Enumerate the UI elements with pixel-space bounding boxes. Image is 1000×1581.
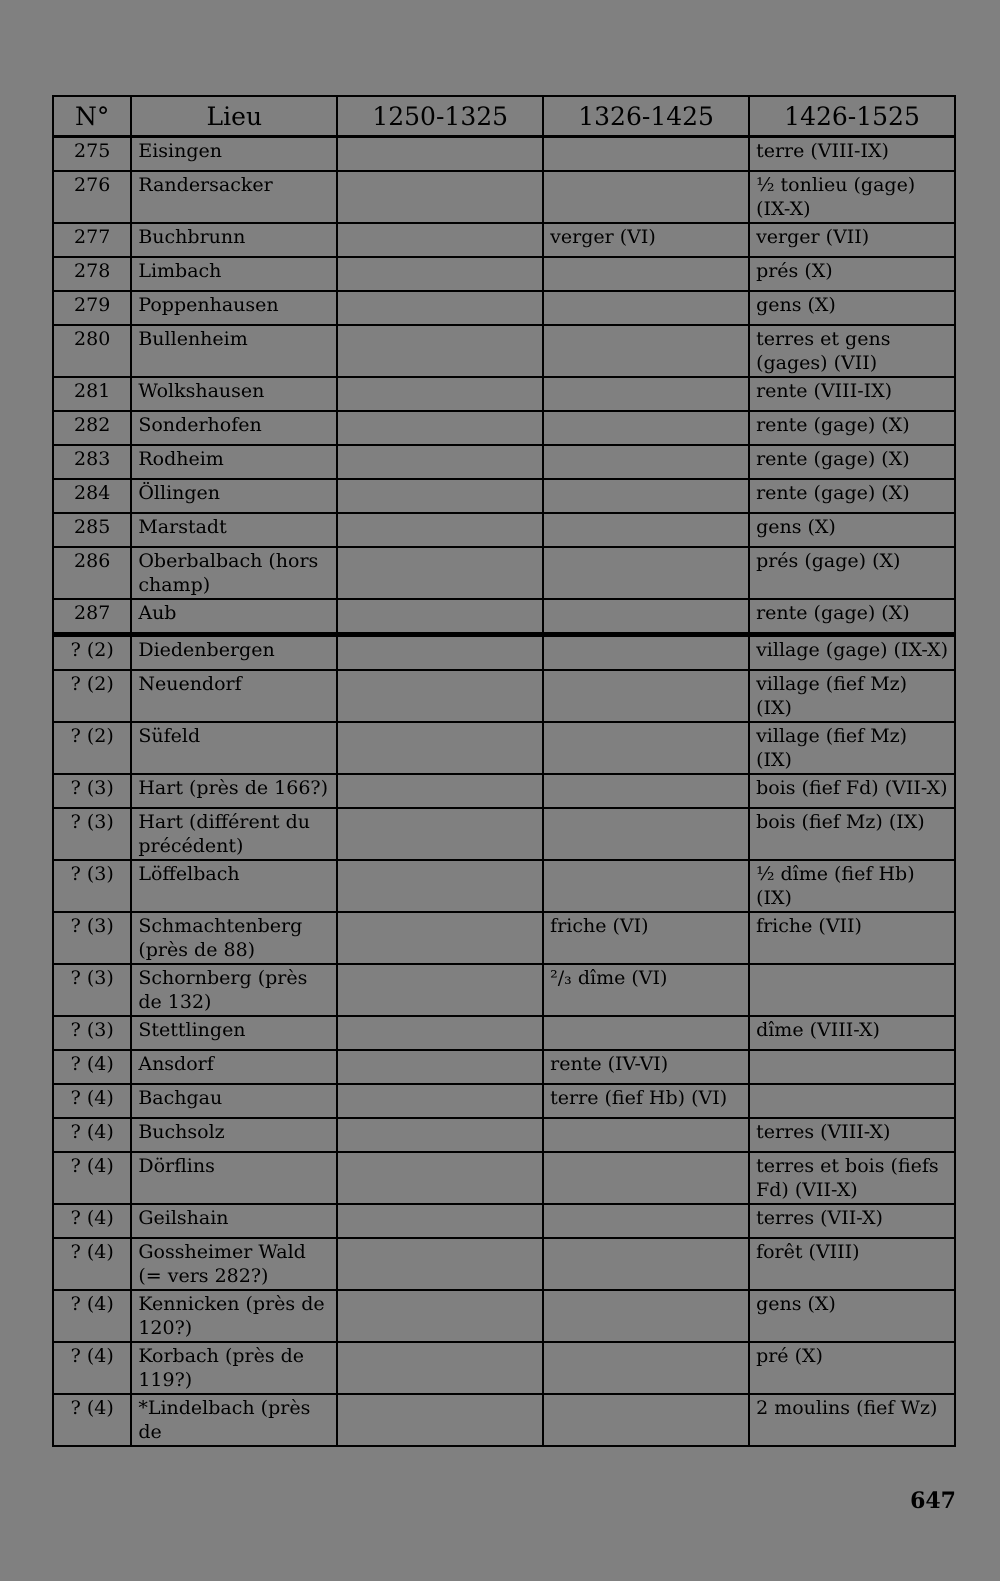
cell-period-1250-1325 <box>337 635 543 671</box>
table-row <box>53 137 955 172</box>
table-row <box>53 291 955 325</box>
table-row <box>53 411 955 445</box>
cell-place: Wolkshausen <box>131 377 337 411</box>
cell-number: ? (4) <box>53 1152 131 1204</box>
cell-number: 286 <box>53 547 131 599</box>
cell-place: Buchbrunn <box>131 223 337 257</box>
cell-number: ? (3) <box>53 860 131 912</box>
cell-number: ? (4) <box>53 1290 131 1342</box>
cell-period-1250-1325 <box>337 257 543 291</box>
cell-period-1326-1425 <box>543 171 749 223</box>
cell-place: Eisingen <box>131 137 337 172</box>
cell-period-1426-1525: ½ dîme (fief Hb) (IX) <box>749 860 955 912</box>
table-row <box>53 513 955 547</box>
cell-period-1250-1325 <box>337 223 543 257</box>
cell-place: Schmachtenberg (près de 88) <box>131 912 337 964</box>
cell-place: Sonderhofen <box>131 411 337 445</box>
table-row <box>53 964 955 1016</box>
cell-period-1426-1525: terres et bois (fiefs Fd) (VII-X) <box>749 1152 955 1204</box>
cell-number: ? (4) <box>53 1204 131 1238</box>
cell-period-1326-1425 <box>543 1342 749 1394</box>
cell-place: Diedenbergen <box>131 635 337 671</box>
table-row <box>53 445 955 479</box>
cell-period-1326-1425 <box>543 411 749 445</box>
cell-period-1326-1425 <box>543 774 749 808</box>
cell-period-1326-1425: ²/₃ dîme (VI) <box>543 964 749 1016</box>
cell-period-1426-1525: rente (gage) (X) <box>749 599 955 635</box>
table-header-row <box>53 96 955 137</box>
cell-number: 276 <box>53 171 131 223</box>
cell-period-1326-1425 <box>543 599 749 635</box>
cell-place: Limbach <box>131 257 337 291</box>
table-row <box>53 547 955 599</box>
cell-place: Stettlingen <box>131 1016 337 1050</box>
table-row <box>53 722 955 774</box>
cell-period-1426-1525: terres (VII-X) <box>749 1204 955 1238</box>
cell-place: Bachgau <box>131 1084 337 1118</box>
cell-place: Marstadt <box>131 513 337 547</box>
cell-number: 281 <box>53 377 131 411</box>
table-row <box>53 1204 955 1238</box>
cell-number: ? (3) <box>53 964 131 1016</box>
header-period-1426-1525: 1426-1525 <box>749 96 955 137</box>
cell-period-1250-1325 <box>337 599 543 635</box>
cell-period-1426-1525: terre (VIII-IX) <box>749 137 955 172</box>
cell-period-1250-1325 <box>337 411 543 445</box>
cell-period-1326-1425 <box>543 547 749 599</box>
cell-number: ? (3) <box>53 808 131 860</box>
cell-place: Poppenhausen <box>131 291 337 325</box>
cell-period-1250-1325 <box>337 1016 543 1050</box>
cell-period-1426-1525: gens (X) <box>749 291 955 325</box>
table-row <box>53 774 955 808</box>
table-row <box>53 1152 955 1204</box>
cell-period-1326-1425 <box>543 325 749 377</box>
cell-period-1426-1525: rente (VIII-IX) <box>749 377 955 411</box>
cell-period-1326-1425: rente (IV-VI) <box>543 1050 749 1084</box>
table-row <box>53 912 955 964</box>
page-number: 647 <box>910 1488 956 1514</box>
cell-period-1326-1425 <box>543 479 749 513</box>
cell-period-1326-1425 <box>543 257 749 291</box>
cell-place: Kennicken (près de 120?) <box>131 1290 337 1342</box>
header-period-1326-1425: 1326-1425 <box>543 96 749 137</box>
cell-period-1326-1425: terre (fief Hb) (VI) <box>543 1084 749 1118</box>
cell-number: ? (4) <box>53 1118 131 1152</box>
cell-period-1326-1425 <box>543 1204 749 1238</box>
cell-period-1326-1425 <box>543 1152 749 1204</box>
cell-number: 280 <box>53 325 131 377</box>
table-row <box>53 860 955 912</box>
cell-number: ? (4) <box>53 1050 131 1084</box>
cell-period-1326-1425 <box>543 291 749 325</box>
table-row <box>53 1084 955 1118</box>
cell-period-1326-1425 <box>543 1016 749 1050</box>
cell-period-1250-1325 <box>337 1394 543 1446</box>
table-row <box>53 808 955 860</box>
cell-period-1326-1425 <box>543 1394 749 1446</box>
cell-number: ? (4) <box>53 1238 131 1290</box>
cell-period-1426-1525 <box>749 964 955 1016</box>
cell-period-1250-1325 <box>337 1290 543 1342</box>
cell-period-1426-1525: pré (X) <box>749 1342 955 1394</box>
cell-place: Geilshain <box>131 1204 337 1238</box>
cell-place: Ansdorf <box>131 1050 337 1084</box>
table-row <box>53 1016 955 1050</box>
cell-period-1250-1325 <box>337 670 543 722</box>
cell-number: ? (3) <box>53 774 131 808</box>
cell-period-1326-1425: friche (VI) <box>543 912 749 964</box>
cell-period-1250-1325 <box>337 1342 543 1394</box>
cell-period-1426-1525: bois (fief Mz) (IX) <box>749 808 955 860</box>
cell-period-1250-1325 <box>337 1084 543 1118</box>
cell-period-1250-1325 <box>337 291 543 325</box>
header-number: N° <box>53 96 131 137</box>
cell-period-1250-1325 <box>337 808 543 860</box>
cell-period-1326-1425 <box>543 1118 749 1152</box>
cell-place: Aub <box>131 599 337 635</box>
cell-period-1250-1325 <box>337 774 543 808</box>
cell-period-1426-1525: rente (gage) (X) <box>749 479 955 513</box>
cell-period-1250-1325 <box>337 377 543 411</box>
cell-period-1250-1325 <box>337 722 543 774</box>
cell-period-1426-1525: 2 moulins (fief Wz) <box>749 1394 955 1446</box>
cell-period-1426-1525: gens (X) <box>749 513 955 547</box>
cell-period-1250-1325 <box>337 137 543 172</box>
cell-period-1250-1325 <box>337 860 543 912</box>
header-period-1250-1325: 1250-1325 <box>337 96 543 137</box>
cell-period-1426-1525: prés (X) <box>749 257 955 291</box>
cell-place: Korbach (près de 119?) <box>131 1342 337 1394</box>
cell-period-1426-1525: dîme (VIII-X) <box>749 1016 955 1050</box>
table-row <box>53 325 955 377</box>
cell-number: ? (4) <box>53 1342 131 1394</box>
cell-period-1250-1325 <box>337 171 543 223</box>
cell-period-1250-1325 <box>337 479 543 513</box>
table-row <box>53 171 955 223</box>
cell-number: 275 <box>53 137 131 172</box>
cell-period-1426-1525: rente (gage) (X) <box>749 411 955 445</box>
cell-period-1326-1425 <box>543 137 749 172</box>
cell-number: ? (2) <box>53 670 131 722</box>
header-place: Lieu <box>131 96 337 137</box>
cell-period-1250-1325 <box>337 1050 543 1084</box>
cell-number: 279 <box>53 291 131 325</box>
cell-number: 277 <box>53 223 131 257</box>
cell-period-1326-1425 <box>543 722 749 774</box>
cell-period-1250-1325 <box>337 325 543 377</box>
cell-place: *Lindelbach (près de <box>131 1394 337 1446</box>
cell-period-1426-1525: village (fief Mz) (IX) <box>749 722 955 774</box>
cell-period-1326-1425 <box>543 1238 749 1290</box>
cell-period-1426-1525: ½ tonlieu (gage) (IX-X) <box>749 171 955 223</box>
table-row <box>53 223 955 257</box>
table-row <box>53 377 955 411</box>
cell-place: Buchsolz <box>131 1118 337 1152</box>
table-row <box>53 1238 955 1290</box>
cell-period-1326-1425 <box>543 860 749 912</box>
table-row <box>53 670 955 722</box>
cell-number: ? (3) <box>53 1016 131 1050</box>
table-row <box>53 479 955 513</box>
cell-period-1426-1525: village (fief Mz) (IX) <box>749 670 955 722</box>
cell-period-1326-1425: verger (VI) <box>543 223 749 257</box>
cell-period-1426-1525: terres (VIII-X) <box>749 1118 955 1152</box>
cell-period-1250-1325 <box>337 1238 543 1290</box>
table-row <box>53 599 955 635</box>
cell-period-1426-1525: bois (fief Fd) (VII-X) <box>749 774 955 808</box>
cell-period-1426-1525: gens (X) <box>749 1290 955 1342</box>
cell-number: ? (2) <box>53 722 131 774</box>
cell-period-1326-1425 <box>543 513 749 547</box>
cell-place: Hart (près de 166?) <box>131 774 337 808</box>
cell-period-1426-1525 <box>749 1050 955 1084</box>
cell-place: Dörflins <box>131 1152 337 1204</box>
cell-period-1326-1425 <box>543 670 749 722</box>
cell-period-1250-1325 <box>337 1152 543 1204</box>
cell-period-1250-1325 <box>337 1204 543 1238</box>
table-row <box>53 1394 955 1446</box>
cell-period-1326-1425 <box>543 1290 749 1342</box>
cell-period-1250-1325 <box>337 964 543 1016</box>
cell-number: ? (3) <box>53 912 131 964</box>
cell-period-1426-1525: forêt (VIII) <box>749 1238 955 1290</box>
cell-place: Süfeld <box>131 722 337 774</box>
table-row <box>53 1118 955 1152</box>
cell-number: ? (2) <box>53 635 131 671</box>
cell-number: 285 <box>53 513 131 547</box>
cell-place: Schornberg (près de 132) <box>131 964 337 1016</box>
cell-period-1426-1525: terres et gens (gages) (VII) <box>749 325 955 377</box>
cell-place: Löffelbach <box>131 860 337 912</box>
cell-number: 282 <box>53 411 131 445</box>
cell-period-1250-1325 <box>337 912 543 964</box>
cell-period-1326-1425 <box>543 445 749 479</box>
cell-number: 284 <box>53 479 131 513</box>
cell-period-1426-1525 <box>749 1084 955 1118</box>
table-row <box>53 1290 955 1342</box>
cell-period-1426-1525: rente (gage) (X) <box>749 445 955 479</box>
cell-place: Öllingen <box>131 479 337 513</box>
cell-number: 283 <box>53 445 131 479</box>
table-body <box>53 137 955 1447</box>
cell-number: ? (4) <box>53 1084 131 1118</box>
cell-place: Rodheim <box>131 445 337 479</box>
cell-place: Randersacker <box>131 171 337 223</box>
cell-period-1426-1525: village (gage) (IX-X) <box>749 635 955 671</box>
cell-period-1426-1525: verger (VII) <box>749 223 955 257</box>
cell-place: Gossheimer Wald (= vers 282?) <box>131 1238 337 1290</box>
cell-period-1426-1525: prés (gage) (X) <box>749 547 955 599</box>
cell-place: Bullenheim <box>131 325 337 377</box>
cell-period-1250-1325 <box>337 445 543 479</box>
document-table <box>52 95 956 1447</box>
cell-period-1250-1325 <box>337 513 543 547</box>
cell-number: 287 <box>53 599 131 635</box>
cell-place: Hart (différent du précédent) <box>131 808 337 860</box>
table-row <box>53 1342 955 1394</box>
cell-period-1250-1325 <box>337 1118 543 1152</box>
table-row <box>53 1050 955 1084</box>
cell-period-1326-1425 <box>543 377 749 411</box>
cell-period-1426-1525: friche (VII) <box>749 912 955 964</box>
table-row <box>53 635 955 671</box>
cell-period-1250-1325 <box>337 547 543 599</box>
cell-period-1326-1425 <box>543 808 749 860</box>
cell-number: ? (4) <box>53 1394 131 1446</box>
cell-place: Oberbalbach (hors champ) <box>131 547 337 599</box>
cell-place: Neuendorf <box>131 670 337 722</box>
cell-number: 278 <box>53 257 131 291</box>
cell-period-1326-1425 <box>543 635 749 671</box>
table-row <box>53 257 955 291</box>
